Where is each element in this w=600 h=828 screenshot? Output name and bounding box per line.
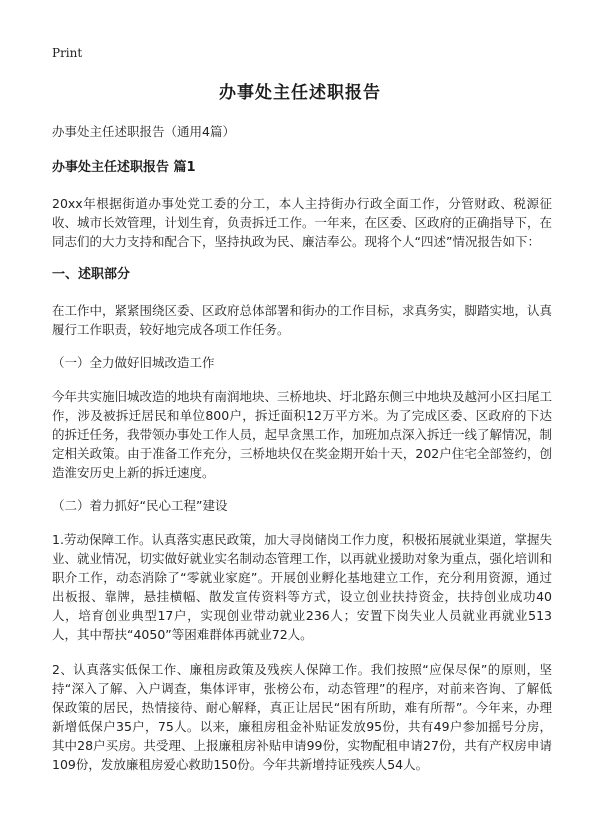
renovation-paragraph: 今年共实施旧城改造的地块有南润地块、三桥地块、圩北路东侧三中地块及越河小区扫尾工作，涉及被拆迁居民和单位800户，拆迁面积12万平方米。为了完成区委、区政府的下达的拆迁任务，我带领办事处工作人员，起早贪黑工作，加班加点深入拆迁一线了解情况，制定相关政策。由于准备工作充分，三桥地块仅在奖金期开始十天，202户住宅全部签约，创造淮安历史上新的拆迁速度。 <box>52 389 553 480</box>
print-link[interactable]: Print <box>52 46 83 60</box>
low-income-paragraph: 2、认真落实低保工作、廉租房政策及残疾人保障工作。我们按照“应保尽保”的原则，坚持“深入了解、入户调查，集体评审，张榜公布，动态管理”的程序，对前来咨询、了解低保政策的居民，热情接待、耐心解释，真正让居民“困有所助，难有所帮”。今年来，办理新增低保户35户，75人。以来，廉租房租金补贴证发放95份，共有49户参加摇号分房，其中28户买房。共受理、上报廉租房补贴申请99份，实物配租申请27份，共有产权房申请109份，发放廉租房爱心救助150份。今年共新增持证残疾人54人。 <box>52 662 552 772</box>
subsection-heading-livelihood: （二）着力抓好“民心工程”建设 <box>52 498 228 513</box>
intro-paragraph: 20xx年根据街道办事处党工委的分工，本人主持街办行政全面工作，分管财政、税源征收、城市长效管理，计划生育，负责拆迁工作。一年来，在区委、区政府的正确指导下，在同志们的大力支持和配合下，坚持执政为民、廉洁奉公。现将个人“四述”情况报告如下： <box>52 196 553 249</box>
labor-security-paragraph: 1.劳动保障工作。认真落实惠民政策，加大寻岗储岗工作力度，积极拓展就业渠道，掌握失业、就业情况，切实做好就业实名制动态管理工作，以再就业援助对象为重点，强化培训和职介工作，动态消除了“零就业家庭”。开展创业孵化基地建立工作，充分利用资源，通过出板报、靠牌，悬挂横幅、散发宣传资料等方式，设立创业扶持资金，扶持创业成功40人，培育创业典型17户，实现创业带动就业236人；安置下岗失业人员就业再就业513人，其中帮扶“4050”等困难群体再就业72人。 <box>52 532 553 642</box>
document-body <box>52 124 552 790</box>
document-subtitle: 办事处主任述职报告（通用4篇） <box>52 124 235 139</box>
subsection-heading-renovation: （一）全力做好旧城改造工作 <box>52 355 215 370</box>
section-heading-report: 一、述职部分 <box>52 267 131 282</box>
section-paragraph: 在工作中，紧紧围绕区委、区政府总体部署和街办的工作目标，求真务实，脚踏实地，认真履行工作职责，较好地完成各项工作任务。 <box>52 303 553 337</box>
article-heading: 办事处主任述职报告 篇1 <box>52 160 196 175</box>
page-title: 办事处主任述职报告 <box>219 83 381 103</box>
